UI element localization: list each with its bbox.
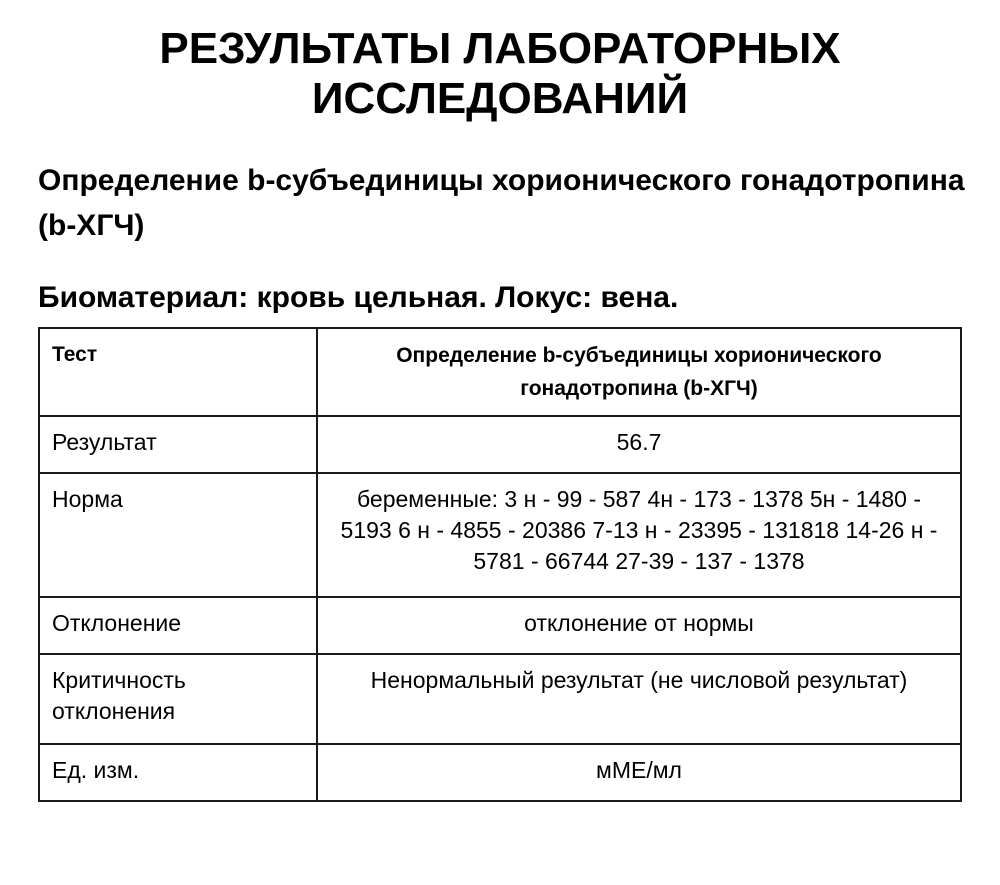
table-row-deviation [39,597,961,654]
row-value: отклонение от нормы [317,597,961,654]
table-row-criticality [39,654,961,744]
biomaterial-heading: Биоматериал: кровь цельная. Локус: вена. [38,281,679,314]
row-label: Результат [39,416,317,473]
row-value: мМЕ/мл [317,744,961,801]
row-value: 56.7 [317,416,961,473]
test-name-heading: Определение b-субъединицы хорионического гонадотропина (b-ХГЧ) [38,164,965,242]
table-row-test [39,328,961,416]
row-label: Критичность отклонения [39,654,317,744]
table-row-norm [39,473,961,597]
table-row-result [39,416,961,473]
row-value: беременные: 3 н - 99 - 587 4н - 173 - 1378 5н - 1480 - 5193 6 н - 4855 - 20386 7-13 н - 23395 - 131818 14-26 н - 5781 - 66744 27-39 - 137 - 1378 [317,473,961,597]
row-label: Отклонение [39,597,317,654]
row-value: Определение b-субъединицы хорионического гонадотропина (b-ХГЧ) [317,328,961,416]
table-row-unit [39,744,961,801]
row-label: Норма [39,473,317,597]
row-label: Ед. изм. [39,744,317,801]
results-table [38,327,962,802]
row-label: Тест [39,328,317,416]
page-title: РЕЗУЛЬТАТЫ ЛАБОРАТОРНЫХ ИССЛЕДОВАНИЙ [159,24,841,123]
row-value: Ненормальный результат (не числовой результат) [317,654,961,744]
